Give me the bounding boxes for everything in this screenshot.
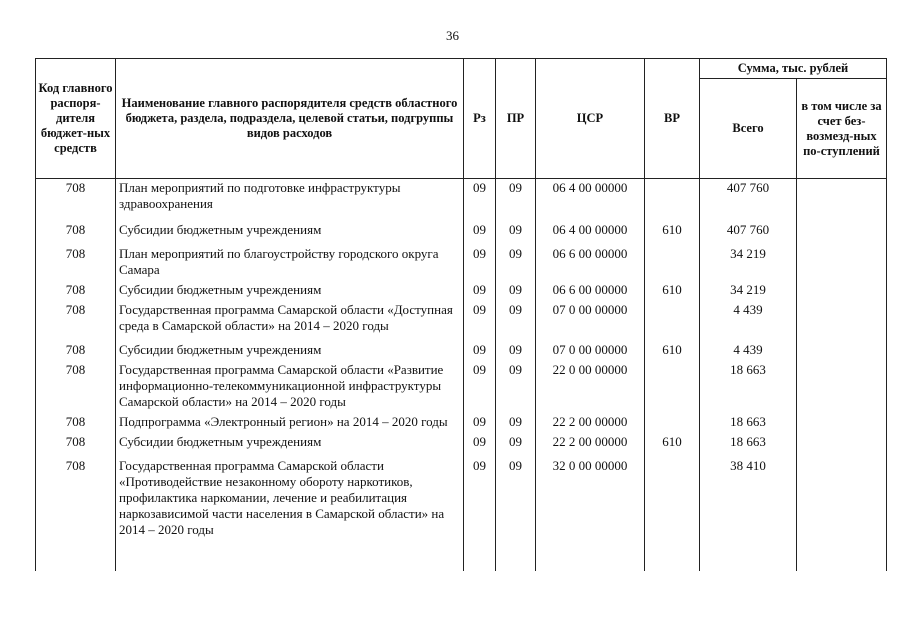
table-row xyxy=(36,301,887,341)
header-csr: ЦСР xyxy=(536,59,645,179)
cell-rz: 09 xyxy=(464,413,496,433)
cell-name: Субсидии бюджетным учреждениям xyxy=(116,433,464,457)
table-row xyxy=(36,433,887,457)
cell-rz: 09 xyxy=(464,179,496,222)
table-row xyxy=(36,281,887,301)
cell-code: 708 xyxy=(36,433,116,457)
cell-pr: 09 xyxy=(496,179,536,222)
cell-pr: 09 xyxy=(496,245,536,281)
cell-rz: 09 xyxy=(464,221,496,245)
cell-csr: 22 2 00 00000 xyxy=(536,433,645,457)
cell-name: Субсидии бюджетным учреждениям xyxy=(116,281,464,301)
cell-code: 708 xyxy=(36,221,116,245)
cell-csr: 07 0 00 00000 xyxy=(536,301,645,341)
cell-total: 34 219 xyxy=(700,281,797,301)
cell-pr: 09 xyxy=(496,301,536,341)
cell-vr xyxy=(645,179,700,222)
table-body xyxy=(36,179,887,572)
cell-rz: 09 xyxy=(464,301,496,341)
header-rz: Рз xyxy=(464,59,496,179)
table-row xyxy=(36,361,887,413)
cell-pr: 09 xyxy=(496,361,536,413)
budget-table xyxy=(35,58,887,571)
cell-extra xyxy=(797,301,887,341)
cell-code: 708 xyxy=(36,413,116,433)
cell-csr: 07 0 00 00000 xyxy=(536,341,645,361)
cell-vr xyxy=(645,361,700,413)
cell-name: План мероприятий по подготовке инфраструктуры здравоохранения xyxy=(116,179,464,222)
table-header xyxy=(36,59,887,179)
table-row xyxy=(36,413,887,433)
cell-code: 708 xyxy=(36,179,116,222)
table-row xyxy=(36,457,887,541)
cell-rz: 09 xyxy=(464,245,496,281)
cell-extra xyxy=(797,341,887,361)
cell-extra xyxy=(797,413,887,433)
cell-code: 708 xyxy=(36,281,116,301)
cell-name: Субсидии бюджетным учреждениям xyxy=(116,341,464,361)
cell-extra xyxy=(797,245,887,281)
header-name: Наименование главного распорядителя средств областного бюджета, раздела, подраздела, целевой статьи, подгруппы видов расходов xyxy=(116,59,464,179)
cell-extra xyxy=(797,221,887,245)
cell-total: 4 439 xyxy=(700,341,797,361)
cell-total: 38 410 xyxy=(700,457,797,541)
cell-extra xyxy=(797,433,887,457)
cell-vr: 610 xyxy=(645,221,700,245)
cell-extra xyxy=(797,361,887,413)
cell-rz: 09 xyxy=(464,457,496,541)
cell-vr: 610 xyxy=(645,433,700,457)
cell-vr xyxy=(645,301,700,341)
cell-csr: 22 2 00 00000 xyxy=(536,413,645,433)
cell-code: 708 xyxy=(36,341,116,361)
cell-name: Субсидии бюджетным учреждениям xyxy=(116,221,464,245)
cell-name: Подпрограмма «Электронный регион» на 2014 – 2020 годы xyxy=(116,413,464,433)
cell-total: 18 663 xyxy=(700,433,797,457)
header-vr: ВР xyxy=(645,59,700,179)
header-pr: ПР xyxy=(496,59,536,179)
cell-extra xyxy=(797,281,887,301)
cell-vr xyxy=(645,457,700,541)
cell-csr: 06 4 00 00000 xyxy=(536,221,645,245)
cell-code: 708 xyxy=(36,457,116,541)
table-row xyxy=(36,245,887,281)
cell-csr: 06 4 00 00000 xyxy=(536,179,645,222)
cell-name: План мероприятий по благоустройству городского округа Самара xyxy=(116,245,464,281)
cell-rz: 09 xyxy=(464,281,496,301)
cell-pr: 09 xyxy=(496,341,536,361)
cell-total: 34 219 xyxy=(700,245,797,281)
cell-name: Государственная программа Самарской области «Развитие информационно-телекоммуникационной инфраструктуры Самарской области» на 2014 – 2020 годы xyxy=(116,361,464,413)
cell-total: 18 663 xyxy=(700,361,797,413)
cell-pr: 09 xyxy=(496,281,536,301)
cell-total: 4 439 xyxy=(700,301,797,341)
cell-vr: 610 xyxy=(645,281,700,301)
cell-vr xyxy=(645,413,700,433)
cell-vr xyxy=(645,245,700,281)
cell-extra xyxy=(797,457,887,541)
cell-rz: 09 xyxy=(464,433,496,457)
cell-name: Государственная программа Самарской области «Доступная среда в Самарской области» на 2014 – 2020 годы xyxy=(116,301,464,341)
cell-pr: 09 xyxy=(496,433,536,457)
cell-extra xyxy=(797,179,887,222)
table-row xyxy=(36,221,887,245)
cell-pr: 09 xyxy=(496,413,536,433)
table-row-blank xyxy=(36,541,887,571)
cell-rz: 09 xyxy=(464,341,496,361)
page-number: 36 xyxy=(446,28,459,43)
cell-total: 18 663 xyxy=(700,413,797,433)
cell-code: 708 xyxy=(36,301,116,341)
header-gratuitous: в том числе за счет без-возмезд-ных по-ступлений xyxy=(797,79,887,179)
cell-name: Государственная программа Самарской области «Противодействие незаконному обороту наркотиков, профилактика наркомании, лечение и реабилитация наркозависимой части населения в Самарской области» на 2014 – 2020 годы xyxy=(116,457,464,541)
cell-csr: 32 0 00 00000 xyxy=(536,457,645,541)
header-total: Всего xyxy=(700,79,797,179)
cell-code: 708 xyxy=(36,245,116,281)
cell-pr: 09 xyxy=(496,221,536,245)
cell-total: 407 760 xyxy=(700,179,797,222)
cell-rz: 09 xyxy=(464,361,496,413)
cell-pr: 09 xyxy=(496,457,536,541)
table-row xyxy=(36,179,887,222)
cell-vr: 610 xyxy=(645,341,700,361)
cell-total: 407 760 xyxy=(700,221,797,245)
table-row xyxy=(36,341,887,361)
cell-csr: 06 6 00 00000 xyxy=(536,281,645,301)
cell-code: 708 xyxy=(36,361,116,413)
cell-csr: 06 6 00 00000 xyxy=(536,245,645,281)
header-sum: Сумма, тыс. рублей xyxy=(700,59,887,79)
cell-csr: 22 0 00 00000 xyxy=(536,361,645,413)
header-code: Код главного распоря-дителя бюджет-ных средств xyxy=(36,59,116,179)
